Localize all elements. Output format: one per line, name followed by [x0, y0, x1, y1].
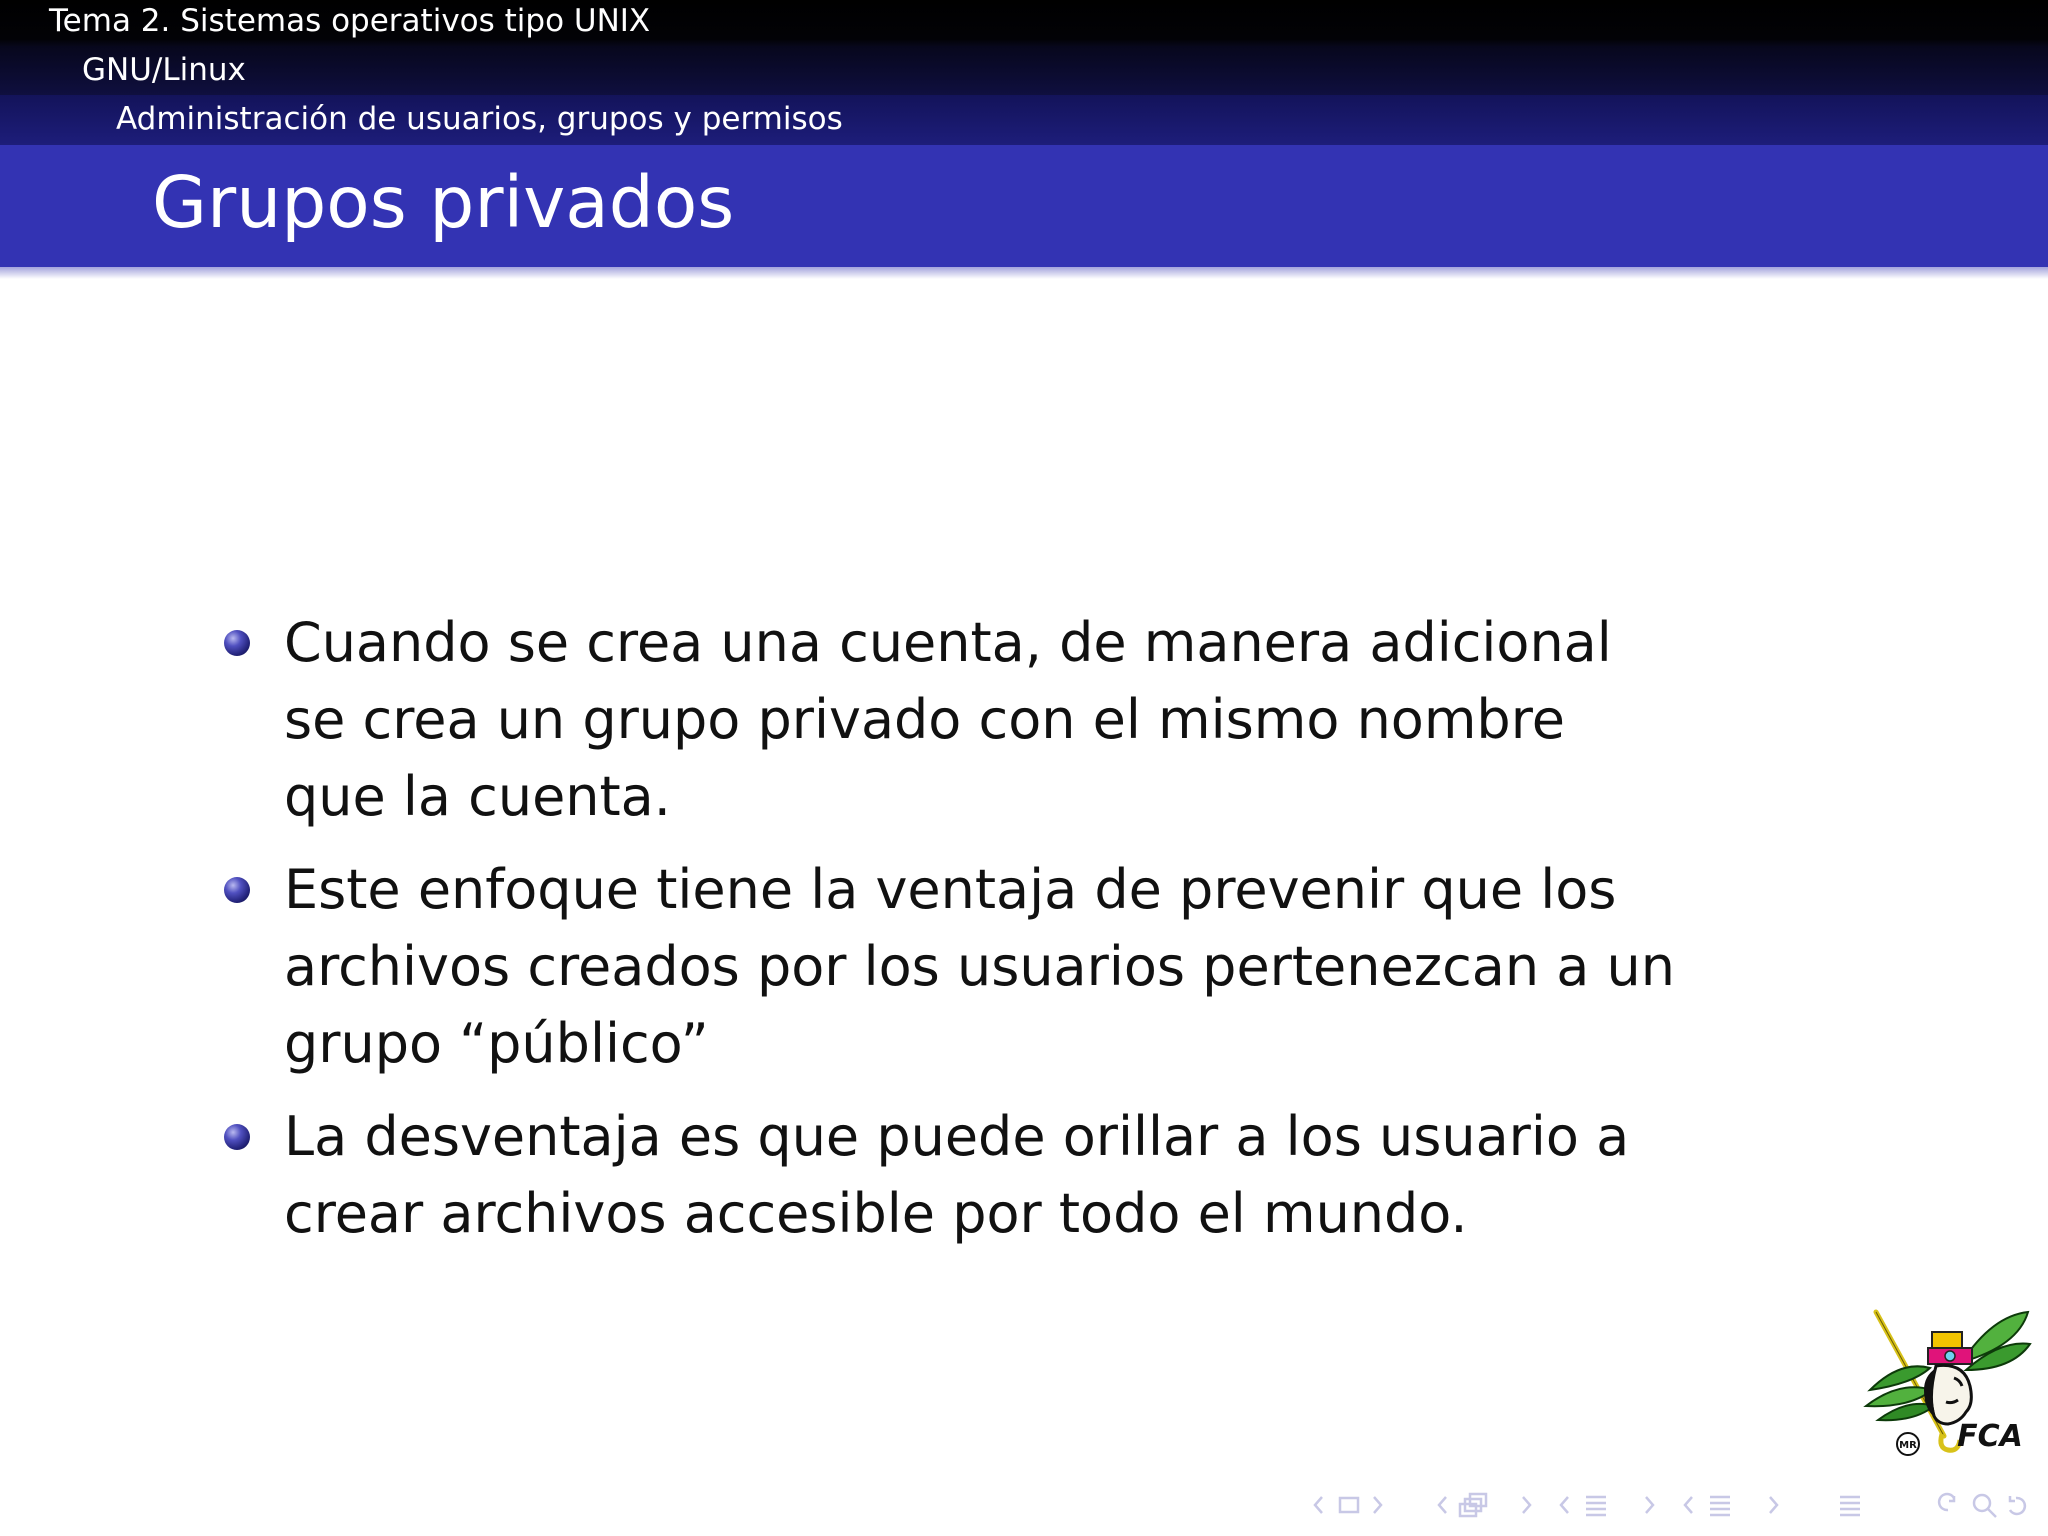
frame-title-bar [0, 145, 2048, 267]
list-item [0, 1098, 1680, 1252]
bullet-ball-icon [224, 1124, 250, 1150]
logo-text: FCA [1957, 1419, 2023, 1454]
logo-mark-text: MR [1899, 1440, 1917, 1451]
header-section[interactable] [0, 0, 2048, 46]
list-item [0, 604, 1680, 835]
list-item-text: La desventaja es que puede orillar a los usuario a crear archivos accesible por todo el mundo. [284, 1105, 1630, 1245]
bullet-list [0, 604, 2048, 1268]
nav-toc-icon[interactable] [1840, 1497, 1860, 1515]
nav-search-icon[interactable] [1939, 1494, 2025, 1517]
nav-presentation-icon[interactable] [1685, 1497, 1777, 1515]
list-item [0, 851, 1680, 1082]
list-item-text: Este enfoque tiene la ventaja de prevenir que los archivos creados por los usuarios pertenezcan a un grupo “público” [284, 858, 1675, 1075]
title-shadow [0, 267, 2048, 279]
frame-title: Grupos privados [152, 161, 735, 244]
nav-frame-icon[interactable] [1315, 1497, 1381, 1513]
header-subsubsection-label: Administración de usuarios, grupos y permisos [116, 101, 843, 137]
nav-subsection-icon[interactable] [1439, 1494, 1530, 1516]
header-subsubsection[interactable] [0, 95, 2048, 145]
list-item-text: Cuando se crea una cuenta, de manera adicional se crea un grupo privado con el mismo nombre que la cuenta. [284, 611, 1612, 828]
fca-logo-icon [1862, 1308, 2034, 1468]
header-subsection-label: GNU/Linux [82, 52, 246, 88]
header-subsection[interactable] [0, 46, 2048, 95]
navigation-symbols [1310, 1488, 2040, 1522]
nav-section-icon[interactable] [1561, 1497, 1653, 1515]
bullet-ball-icon [224, 877, 250, 903]
header-section-label: Tema 2. Sistemas operativos tipo UNIX [49, 3, 651, 39]
bullet-ball-icon [224, 630, 250, 656]
